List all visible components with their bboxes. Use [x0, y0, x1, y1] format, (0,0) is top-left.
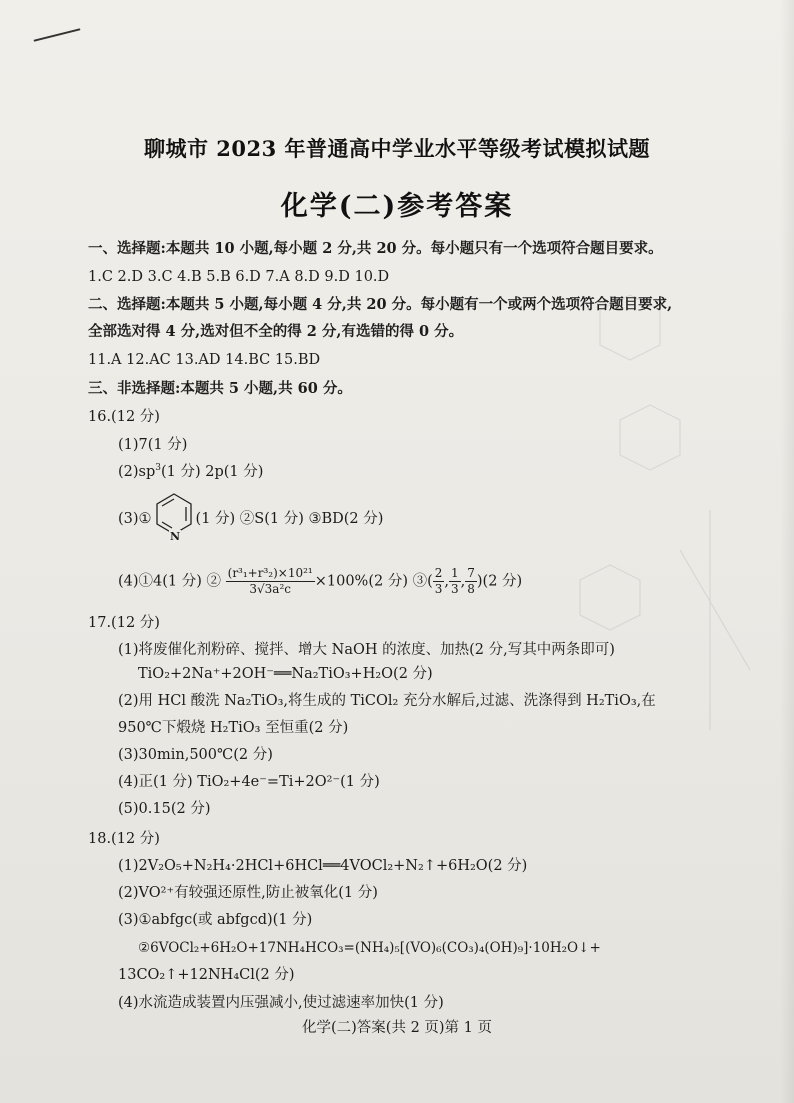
q18-part3: (3)①abfgc(或 abfgcd)(1 分) [118, 912, 313, 928]
coord-fraction-1 [433, 566, 445, 597]
page-subtitle: 化学(二)参考答案 [280, 191, 514, 222]
coord2-den: 3 [451, 582, 459, 596]
coord3-den: 8 [467, 582, 475, 596]
section2-answers: 11.A 12.AC 13.AD 14.BC 15.BD [88, 352, 321, 368]
q17-part4: (4)正(1 分) TiO₂+4e⁻=Ti+2O²⁻(1 分) [118, 774, 380, 790]
pyridine-n-label: N [170, 530, 181, 543]
q16-part2-post: (1 分) 2p(1 分) [161, 464, 264, 480]
coord-fraction-3 [465, 566, 477, 597]
q16-part1: (1)7(1 分) [118, 437, 188, 453]
density-denominator: 3√3a²c [249, 582, 291, 596]
q16-part3-post: (1 分) ②S(1 分) ③BD(2 分) [195, 511, 384, 527]
q18-part3-equation-line2: 13CO₂↑+12NH₄Cl(2 分) [118, 967, 295, 983]
coord1-den: 3 [434, 582, 443, 596]
q16-part2-sup: 3 [155, 463, 161, 474]
q17-heading: 17.(12 分) [88, 615, 160, 631]
q16-heading: 16.(12 分) [88, 409, 160, 425]
section2-heading-line2: 全部选对得 4 分,选对但不全的得 2 分,有选错的得 0 分。 [88, 323, 464, 340]
section1-heading: 一、选择题:本题共 10 小题,每小题 2 分,共 20 分。每小题只有一个选项符合题目要求。 [88, 240, 663, 257]
density-numerator: (r³₁+r³₂)×10²¹ [227, 566, 313, 580]
bleed-structure-graphic [560, 250, 760, 750]
section2-heading-line1: 二、选择题:本题共 5 小题,每小题 4 分,共 20 分。每小题有一个或两个选项符合题目要求, [88, 296, 673, 313]
density-fraction [226, 566, 315, 597]
section3-heading: 三、非选择题:本题共 5 小题,共 60 分。 [88, 380, 352, 397]
q18-part3-equation-line1: ②6VOCl₂+6H₂O+17NH₄HCO₃=(NH₄)₅[(VO)₆(CO₃)₄(OH)₉]·10H₂O↓+ [138, 940, 601, 956]
coord-fraction-2 [449, 566, 461, 597]
section1-answers: 1.C 2.D 3.C 4.B 5.B 6.D 7.A 8.D 9.D 10.D [88, 269, 390, 285]
bleed-through [560, 250, 760, 750]
page-footer: 化学(二)答案(共 2 页)第 1 页 [301, 1020, 492, 1036]
q18-part1: (1)2V₂O₅+N₂H₄·2HCl+6HCl══4VOCl₂+N₂↑+6H₂O(2 分) [118, 858, 528, 874]
q18-part2: (2)VO²⁺有较强还原性,防止被氧化(1 分) [118, 885, 378, 901]
q18-part4: (4)水流造成装置内压强减小,使过滤速率加快(1 分) [118, 995, 444, 1011]
q17-part2-line2: 950℃下煅烧 H₂TiO₃ 至恒重(2 分) [118, 720, 349, 736]
paper-edge-shadow [780, 0, 794, 1103]
q16-part2 [118, 463, 263, 481]
q16-part4-mid: ×100%(2 分) ③( [314, 573, 433, 590]
q16-part3-pre: (3)① [118, 511, 152, 527]
q16-part4-post: )(2 分) [476, 573, 523, 590]
q16-part4-pre: (4)①4(1 分) ② [118, 573, 222, 590]
page-title: 聊城市 2023 年普通高中学业水平等级考试模拟试题 [143, 136, 651, 161]
coord2-num: 1 [451, 566, 459, 580]
q16-part4: (4)①4(1 分) ② $\frac{\text{(r³₁+r³₂)×10²¹}}{\text{3√3a²c}}$ ×100%(2 分) ③( $\frac{2}{3}$ , $\frac{1}{3}$ , $\frac{7}{8}$ )(2 分) [118, 566, 523, 596]
q17-part1-equation: TiO₂+2Na⁺+2OH⁻══Na₂TiO₃+H₂O(2 分) [138, 666, 433, 682]
q16-part2-pre: (2)sp [118, 464, 156, 480]
q17-part5: (5)0.15(2 分) [118, 801, 211, 817]
q17-part2-line1: (2)用 HCl 酸洗 Na₂TiO₃,将生成的 TiCOl₂ 充分水解后,过滤、洗涤得到 H₂TiO₃,在 [118, 693, 656, 709]
q17-part3: (3)30min,500℃(2 分) [118, 747, 273, 763]
coord3-num: 7 [467, 566, 475, 580]
coord1-num: 2 [434, 566, 443, 580]
q17-part1: (1)将废催化剂粉碎、搅拌、增大 NaOH 的浓度、加热(2 分,写其中两条即可) [118, 642, 615, 658]
q18-heading: 18.(12 分) [88, 831, 160, 847]
pyridine-structure [152, 490, 196, 550]
